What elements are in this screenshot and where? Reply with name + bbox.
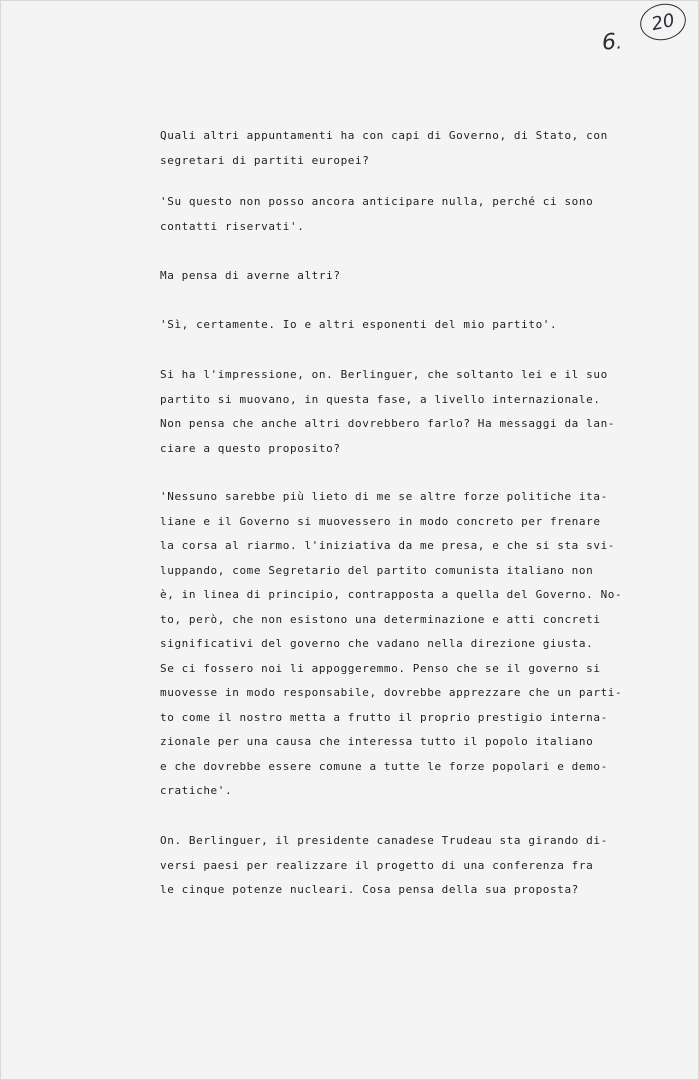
text-line: cratiche'. [160, 784, 233, 797]
paragraph-question-4 [160, 829, 608, 903]
paragraph-answer-3 [160, 485, 622, 804]
text-line: versi paesi per realizzare il progetto di una conferenza fra [160, 858, 594, 872]
paragraph-question-3 [160, 363, 615, 461]
text-line: to come il nostro metta a frutto il proprio prestigio interna- [160, 710, 608, 724]
text-line: On. Berlinguer, il presidente canadese Trudeau sta girando di- [160, 834, 608, 847]
circled-sheet-number [637, 0, 689, 44]
page-number-dot: . [615, 32, 623, 54]
text-line: 'Sì, certamente. Io e altri esponenti del mio partito'. [160, 318, 558, 331]
paragraph-question-2 [160, 264, 341, 289]
text-line: e che dovrebbe essere comune a tutte le forze popolari e demo- [160, 759, 608, 773]
paragraph-question-1 [160, 124, 608, 173]
text-line: segretari di partiti europei? [160, 153, 370, 167]
paragraph-answer-2 [160, 313, 557, 338]
text-line: to, però, che non esistono una determinazione e atti concreti [160, 612, 601, 626]
text-line: Ma pensa di averne altri? [160, 269, 341, 282]
text-line: le cinque potenze nucleari. Cosa pensa della sua proposta? [160, 883, 579, 896]
text-line: zionale per una causa che interessa tutto il popolo italiano [160, 735, 594, 748]
text-line: Non pensa che anche altri dovrebbero farlo? Ha messaggi da lan- [160, 417, 616, 430]
text-line: partito si muovano, in questa fase, a livello internazionale. [160, 392, 601, 406]
text-line: Se ci fossero noi li appoggeremmo. Penso che se il governo si [160, 661, 601, 675]
page-number-value: 6 [601, 29, 617, 56]
text-line: la corsa al riarmo. l'iniziativa da me presa, e che si sta svi- [160, 539, 616, 552]
text-line: ciare a questo proposito? [160, 441, 341, 455]
text-line: Quali altri appuntamenti ha con capi di Governo, di Stato, con [160, 129, 608, 142]
text-line: luppando, come Segretario del partito comunista italiano non [160, 563, 594, 577]
text-line: 'Nessuno sarebbe più lieto di me se altre forze politiche ita- [160, 490, 608, 503]
text-line: 'Su questo non posso ancora anticipare nulla, perché ci sono [160, 195, 594, 208]
text-line: muovesse in modo responsabile, dovrebbe apprezzare che un parti- [160, 686, 623, 699]
text-line: contatti riservati'. [160, 219, 305, 233]
circled-number-value: 20 [649, 9, 677, 35]
text-line: Si ha l'impressione, on. Berlinguer, che soltanto lei e il suo [160, 368, 608, 381]
handwritten-page-number [601, 29, 622, 55]
text-line: significativi del governo che vadano nella direzione giusta. [160, 637, 594, 650]
paragraph-answer-1 [160, 190, 593, 239]
text-line: liane e il Governo si muovessero in modo concreto per frenare [160, 514, 601, 528]
text-line: è, in linea di principio, contrapposta a quella del Governo. No- [160, 588, 623, 601]
